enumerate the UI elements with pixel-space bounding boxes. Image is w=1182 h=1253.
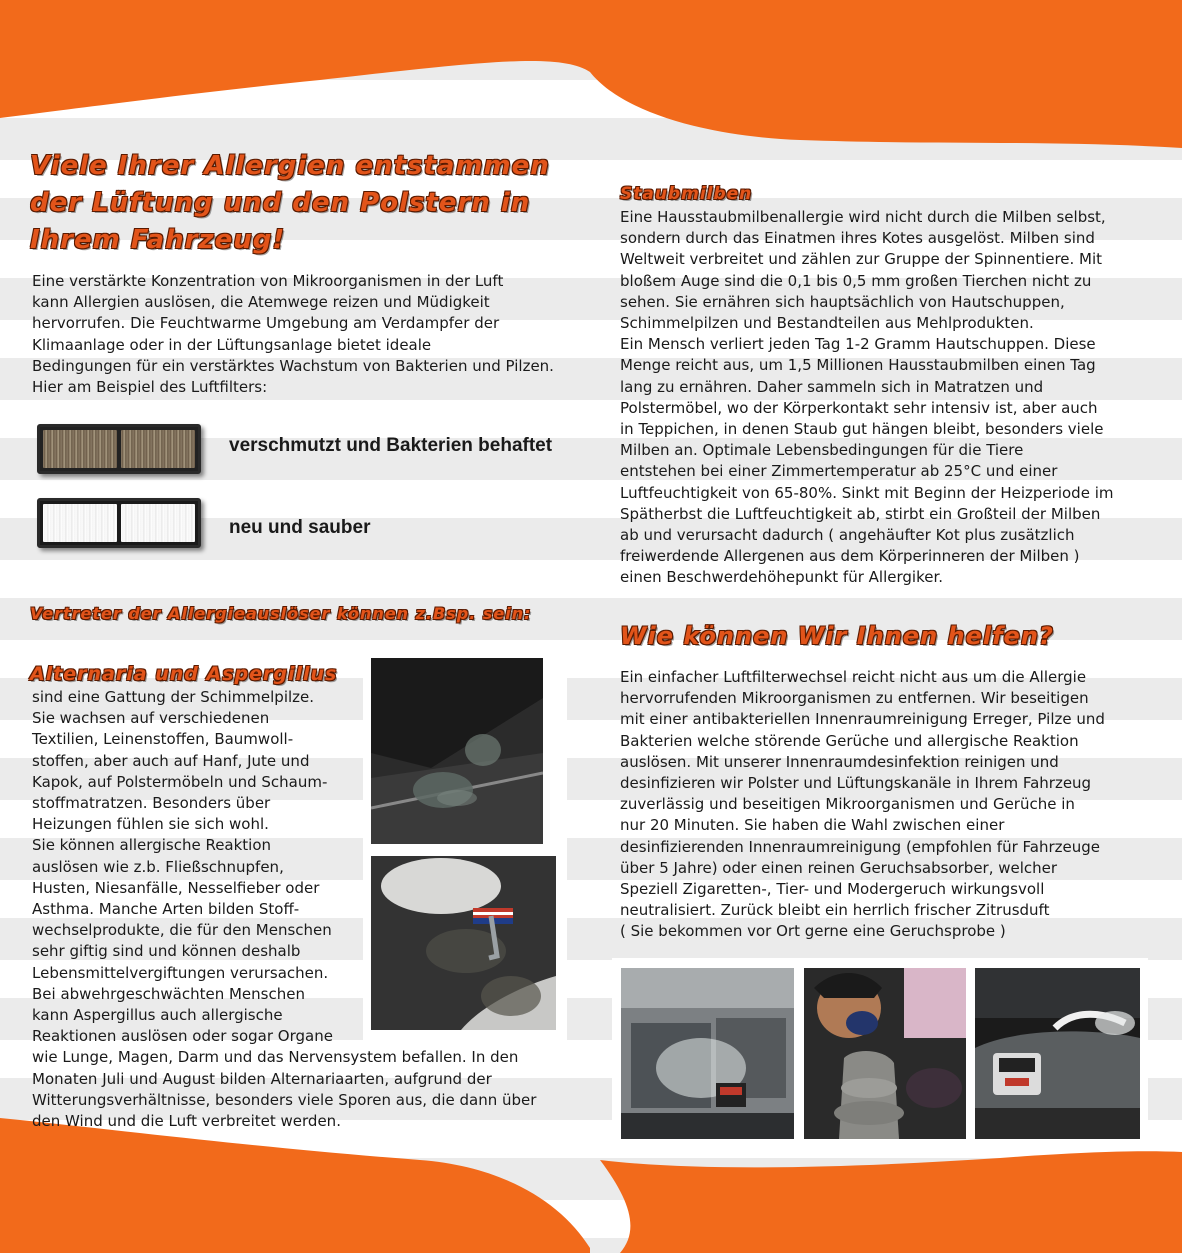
headline-line-3: Ihrem Fahrzeug!: [30, 225, 286, 255]
staubmilben-heading: Staubmilben: [620, 184, 753, 204]
headline-line-2: der Lüftung und den Polstern in: [30, 188, 531, 218]
dirty-filter-image: [37, 424, 201, 474]
intro-paragraph: Eine verstärkte Konzentration von Mikroorganismen in der Luft kann Allergien auslösen, die Atemwege reizen und Müdigkeit hervorrufen. Die Feuchtwarme Umgebung am Verdampfer der Klimaanlage oder in der Lüftungsanlage bietet ideale Bedingungen für ein verstärktes Wachstum von Bakterien und Pilzen. Hier am Beispiel des Luftfilters:: [32, 272, 554, 397]
help-paragraph: Ein einfacher Luftfilterwechsel reicht nicht aus um die Allergie hervorrufenden Mikroorganismen zu entfernen. Wir beseitigen mit einer antibakteriellen Innenraumreinigung Erreger, Pilze und Bakterien welche störende Gerüche und allergische Reaktion auslösen. Mit unserer Innenraumdesinfektion reinigen und desinfizieren wir Polster und Lüftungskanäle in Ihrem Fahrzeug zuverlässig und beseitigen Mikroorganismen und Gerüche in nur 20 Minuten. Sie haben die Wahl zwischen einer desinfizierenden Innenraumreinigung (empfohlen für Fahrzeuge über 5 Jahre) oder einen reinen Geruchsabsorber, welcher Speziell Zigaretten-, Tier- und Modergeruch wirkungsvoll neutralisiert. Zurück bleibt ein herrlich frischer Zitrusduft ( Sie bekommen vor Ort gerne eine Geruchsprobe ): [620, 668, 1105, 941]
alternaria-paragraph: sind eine Gattung der Schimmelpilze. Sie wachsen auf verschiedenen Textilien, Leinenstoffen, Baumwoll- stoffen, aber auch auf Hanf, Jute und Kapok, auf Polstermöbeln und Schaum- stoffmatratzen. Besonders über Heizungen fühlen sie sich wohl. Sie können allergische Reaktion auslösen wie z.b. Fließschnupfen, Husten, Niesanfälle, Nesselfieber oder Asthma. Manche Arten bilden Stoff- wechselprodukte, die für den Menschen sehr giftig sind und können deshalb Lebensmittelvergiftungen verursachen. Bei abwehrgeschwächten Menschen kann Aspergillus auch allergische Reaktionen auslösen oder sogar Organe wie Lunge, Magen, Darm und das Nervensystem befallen. In den Monaten Juli und August bilden Alternariaarten, aufgrund der Witterungsverhältnisse, besonders viele Sporen aus, die dann über den Wind und die Luft verbreitet werden.: [32, 688, 537, 1131]
mold-carpet-photo: [371, 658, 543, 844]
clean-filter-label: neu und sauber: [229, 517, 371, 538]
alternaria-heading: Alternaria und Aspergillus: [30, 663, 338, 685]
allergen-representatives-heading: Vertreter der Allergieauslöser können z.Bsp. sein:: [30, 604, 532, 623]
clean-filter-image: [37, 498, 201, 548]
headline-line-1: Viele Ihrer Allergien entstammen: [30, 151, 550, 181]
car-seat-fogging-photo: [621, 968, 794, 1139]
main-headline: [30, 148, 550, 259]
technician-with-mask-photo: [804, 968, 966, 1139]
mold-floor-mat-photo: [371, 856, 556, 1030]
dashboard-device-photo: [975, 968, 1140, 1139]
help-heading: Wie können Wir Ihnen helfen?: [620, 622, 1054, 650]
dirty-filter-label: verschmutzt und Bakterien behaftet: [229, 435, 553, 456]
staubmilben-paragraph: Eine Hausstaubmilbenallergie wird nicht durch die Milben selbst, sondern durch das Einatmen ihres Kotes ausgelöst. Milben sind Weltweit verbreitet und zählen zur Gruppe der Spinnentiere. Mit bloßem Auge sind die 0,1 bis 0,5 mm großen Tierchen nicht zu sehen. Sie ernähren sich hauptsächlich von Hautschuppen, Schimmelpilzen und Bestandteilen aus Mehlprodukten. Ein Mensch verliert jeden Tag 1-2 Gramm Hautschuppen. Diese Menge reicht aus, um 1,5 Millionen Hausstaubmilben einen Tag lang zu ernähren. Daher sammeln sich in Matratzen und Polstermöbel, wo der Körperkontakt sehr intensiv ist, aber auch in Teppichen, in denen Staub gut hängen bleibt, besonders viele Milben an. Optimale Lebensbedingungen für die Tiere entstehen bei einer Zimmertemperatur ab 25°C und einer Luftfeuchtigkeit von 65-80%. Sinkt mit Beginn der Heizperiode im Spätherbst die Luftfeuchtigkeit ab, stirbt ein Großteil der Milben ab und verursacht dadurch ( angehäufter Kot plus zusätzlich freiwerdende Allergenen aus dem Körperinneren der Milben ) einen Beschwerdehöhepunkt für Allergiker.: [620, 208, 1114, 587]
